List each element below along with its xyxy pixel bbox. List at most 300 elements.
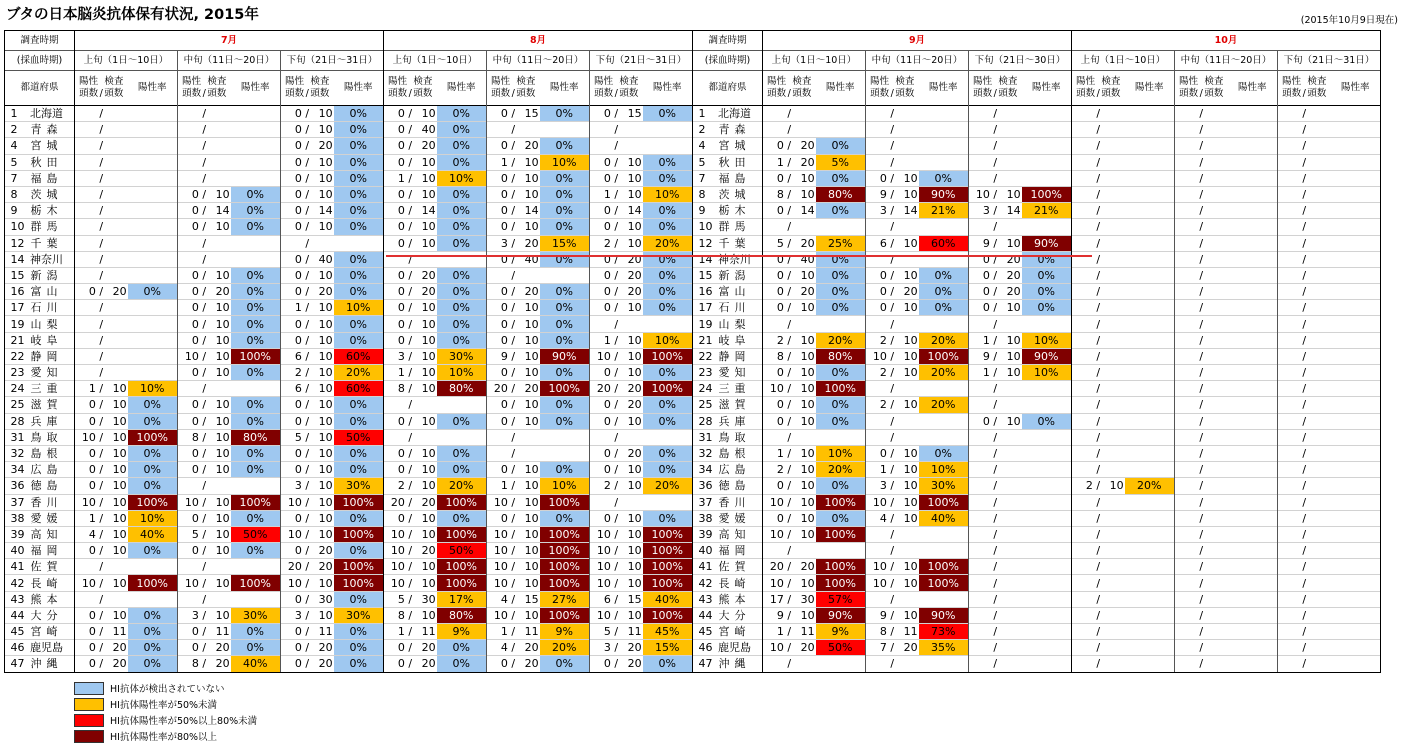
prefecture-name: 秋田 <box>718 155 751 169</box>
count-cell: 0 / 10 <box>487 397 540 413</box>
test-count: 20 <box>421 285 436 299</box>
count-cell: 10 / 10 <box>763 526 816 542</box>
test-count: 20 <box>627 285 642 299</box>
prefecture-number: 43 <box>698 592 713 606</box>
count-cell: / <box>487 429 540 445</box>
count-cell: 10 / 10 <box>590 348 643 364</box>
count-cell: 0 / 10 <box>384 316 437 332</box>
count-cell: / <box>969 494 1022 510</box>
prefecture-number: 12 <box>10 236 25 250</box>
count-cell: / <box>1278 381 1331 397</box>
rate-cell <box>643 494 693 510</box>
rate-cell <box>231 106 281 122</box>
test-count: 11 <box>318 625 333 639</box>
test-count: 10 <box>627 544 642 558</box>
count-cell: / <box>969 607 1022 623</box>
count-cell: 1 / 10 <box>590 332 643 348</box>
rate-cell <box>1022 624 1072 640</box>
count-cell: 0 / 10 <box>487 510 540 526</box>
prefecture-name: 千葉 <box>30 236 63 250</box>
pos-count: 0 <box>500 139 508 153</box>
rate-cell <box>1022 219 1072 235</box>
test-count: 10 <box>524 527 539 541</box>
pos-count: 0 <box>879 285 887 299</box>
test-count: 10 <box>627 188 642 202</box>
pos-count: 0 <box>191 625 199 639</box>
count-cell: 2 / 10 <box>866 365 919 381</box>
red-divider-line <box>386 255 1092 257</box>
rate-cell: 0% <box>334 543 384 559</box>
test-count: 15 <box>627 592 642 606</box>
rate-cell: 0% <box>540 413 590 429</box>
rate-cell <box>1228 267 1278 283</box>
prefecture-cell <box>693 267 763 283</box>
pos-count: 0 <box>397 657 405 671</box>
rate-cell <box>1331 154 1381 170</box>
test-count: 10 <box>800 608 815 622</box>
count-cell: 8 / 10 <box>384 607 437 623</box>
prefecture-name: 福岡 <box>718 544 751 558</box>
rate-cell <box>1022 462 1072 478</box>
rate-header: 陽性率 <box>1022 71 1072 106</box>
prefecture-number: 43 <box>10 592 25 606</box>
count-cell: 0 / 20 <box>487 284 540 300</box>
pos-count: 8 <box>776 188 784 202</box>
prefecture-number: 44 <box>10 608 25 622</box>
pos-count: 8 <box>191 657 199 671</box>
count-cell: / <box>1278 462 1331 478</box>
count-cell: 0 / 10 <box>75 478 128 494</box>
test-count: 10 <box>318 511 333 525</box>
prefecture-cell <box>693 251 763 267</box>
rate-cell: 100% <box>816 575 866 591</box>
rate-cell: 0% <box>231 316 281 332</box>
count-cell: / <box>763 122 816 138</box>
count-cell: 1 / 10 <box>590 186 643 202</box>
pos-count: 0 <box>603 398 611 412</box>
count-cell: 0 / 10 <box>866 267 919 283</box>
prefecture-cell <box>693 543 763 559</box>
rate-cell: 0% <box>1022 251 1072 267</box>
prefecture-name: 鳥取 <box>718 430 751 444</box>
rate-cell: 0% <box>437 186 487 202</box>
rate-cell: 100% <box>919 348 969 364</box>
count-cell: / <box>1072 203 1125 219</box>
rate-cell: 100% <box>540 543 590 559</box>
table-row <box>5 170 1381 186</box>
pos-count: 10 <box>184 495 199 509</box>
count-cell: 0 / 20 <box>281 543 334 559</box>
test-count: 10 <box>112 495 127 509</box>
count-cell: / <box>1072 348 1125 364</box>
test-count: 10 <box>318 188 333 202</box>
prefecture-number: 42 <box>10 576 25 590</box>
test-count: 20 <box>524 641 539 655</box>
pos-count: 0 <box>88 414 96 428</box>
rate-cell: 0% <box>334 656 384 672</box>
count-cell: 0 / 10 <box>590 154 643 170</box>
count-cell: 10 / 10 <box>590 607 643 623</box>
rate-cell <box>816 316 866 332</box>
prefecture-cell <box>693 106 763 122</box>
rate-cell: 0% <box>643 251 693 267</box>
test-count: 20 <box>627 382 642 396</box>
count-cell: 5 / 20 <box>763 235 816 251</box>
pos-count: 10 <box>287 527 302 541</box>
test-count: 10 <box>421 301 436 315</box>
rate-cell <box>1125 640 1175 656</box>
rate-cell <box>1022 397 1072 413</box>
count-cell: 0 / 14 <box>178 203 231 219</box>
prefecture-cell <box>5 656 75 672</box>
rate-cell <box>1125 138 1175 154</box>
count-cell: 0 / 10 <box>75 445 128 461</box>
count-cell: 0 / 10 <box>281 445 334 461</box>
pos-count: 0 <box>397 268 405 282</box>
test-count: 20 <box>318 139 333 153</box>
rate-cell: 100% <box>128 575 178 591</box>
count-cell: / <box>1175 445 1228 461</box>
rate-cell: 50% <box>334 429 384 445</box>
rate-cell: 100% <box>437 559 487 575</box>
rate-cell <box>1228 203 1278 219</box>
count-cell: / <box>866 526 919 542</box>
count-cell: 0 / 14 <box>590 203 643 219</box>
test-count: 20 <box>800 155 815 169</box>
pos-count: 1 <box>982 366 990 380</box>
test-count: 10 <box>800 576 815 590</box>
test-count: 10 <box>318 123 333 137</box>
test-count: 10 <box>318 317 333 331</box>
prefecture-cell <box>693 219 763 235</box>
test-count: 10 <box>903 447 918 461</box>
pos-count: 0 <box>982 301 990 315</box>
pos-count: 0 <box>500 333 508 347</box>
count-cell: / <box>1072 445 1125 461</box>
count-cell: / <box>178 170 231 186</box>
prefecture-cell <box>5 413 75 429</box>
count-cell: 0 / 20 <box>969 284 1022 300</box>
table-row <box>5 186 1381 202</box>
rate-cell: 10% <box>919 462 969 478</box>
pos-count-label: 陽性頭数 <box>1282 76 1302 99</box>
rate-cell: 0% <box>231 332 281 348</box>
rate-cell <box>1022 656 1072 672</box>
prefecture-name: 茨城 <box>30 188 63 202</box>
pos-count: 7 <box>879 641 887 655</box>
pos-count: 0 <box>982 252 990 266</box>
prefecture-cell <box>693 122 763 138</box>
test-count: 20 <box>318 657 333 671</box>
rate-cell <box>1228 332 1278 348</box>
prefecture-cell <box>5 122 75 138</box>
count-cell: 0 / 20 <box>281 640 334 656</box>
test-count: 10 <box>627 527 642 541</box>
test-count: 10 <box>627 576 642 590</box>
rate-cell: 20% <box>919 332 969 348</box>
pos-count-label: 陽性頭数 <box>491 76 511 99</box>
rate-cell <box>1125 607 1175 623</box>
count-cell: / <box>1278 348 1331 364</box>
header-survey: 調査時期 <box>693 31 763 51</box>
as-of-date: (2015年10月9日現在) <box>1300 15 1398 26</box>
table-row <box>5 365 1381 381</box>
count-cell: / <box>969 559 1022 575</box>
count-cell: 0 / 20 <box>75 656 128 672</box>
count-cell: / <box>1175 138 1228 154</box>
test-count-label: 検査頭数 <box>516 76 536 99</box>
count-cell: / <box>969 316 1022 332</box>
count-cell: / <box>763 543 816 559</box>
count-cell: 1 / 10 <box>487 478 540 494</box>
rate-cell: 17% <box>437 591 487 607</box>
pos-count: 0 <box>191 268 199 282</box>
rate-cell <box>231 559 281 575</box>
rate-cell: 0% <box>128 284 178 300</box>
test-count: 10 <box>800 463 815 477</box>
test-count: 10 <box>215 544 230 558</box>
rate-cell: 0% <box>540 332 590 348</box>
test-count: 20 <box>903 285 918 299</box>
pos-count: 0 <box>88 608 96 622</box>
count-cell: / <box>1278 186 1331 202</box>
rate-cell: 0% <box>643 413 693 429</box>
rate-cell: 0% <box>643 106 693 122</box>
test-count: 20 <box>800 641 815 655</box>
rate-cell <box>128 154 178 170</box>
test-count: 10 <box>421 576 436 590</box>
prefecture-name: 大分 <box>718 608 751 622</box>
test-count: 10 <box>524 171 539 185</box>
test-count: 10 <box>627 608 642 622</box>
test-count: 10 <box>318 349 333 363</box>
rate-cell: 100% <box>540 575 590 591</box>
prefecture-number: 24 <box>698 382 713 396</box>
rate-cell: 0% <box>919 300 969 316</box>
test-count: 11 <box>421 625 436 639</box>
rate-cell: 0% <box>334 154 384 170</box>
rate-cell: 0% <box>816 413 866 429</box>
count-cell: / <box>75 591 128 607</box>
prefecture-name: 栃木 <box>718 204 751 218</box>
rate-cell: 0% <box>1022 300 1072 316</box>
count-cell: 10 / 10 <box>487 526 540 542</box>
rate-cell <box>1331 348 1381 364</box>
pos-count-label: 陽性頭数 <box>1179 76 1199 99</box>
rate-cell <box>1125 559 1175 575</box>
rate-cell <box>1331 235 1381 251</box>
pos-count: 10 <box>493 560 508 574</box>
pos-count: 6 <box>603 592 611 606</box>
test-count: 10 <box>524 608 539 622</box>
count-cell: / <box>1278 170 1331 186</box>
pos-count: 4 <box>500 592 508 606</box>
count-cell: / <box>1175 640 1228 656</box>
count-cell: 0 / 10 <box>281 267 334 283</box>
test-count-label: 検査頭数 <box>792 76 812 99</box>
test-count: 10 <box>903 560 918 574</box>
period-label: 上旬（1日～10日） <box>75 51 178 71</box>
pos-count: 0 <box>397 317 405 331</box>
prefecture-number: 9 <box>698 204 706 218</box>
rate-cell: 20% <box>919 397 969 413</box>
prefecture-number: 1 <box>698 107 706 121</box>
rate-cell: 10% <box>1022 332 1072 348</box>
rate-cell: 0% <box>437 122 487 138</box>
pos-count: 0 <box>776 301 784 315</box>
count-cell: / <box>1072 284 1125 300</box>
count-cell: / <box>1072 543 1125 559</box>
rate-cell: 0% <box>816 284 866 300</box>
pos-count: 0 <box>397 204 405 218</box>
count-cell: / <box>178 106 231 122</box>
count-cell: 0 / 10 <box>384 154 437 170</box>
rate-cell <box>1125 445 1175 461</box>
pos-count: 0 <box>294 268 302 282</box>
rate-cell: 0% <box>437 106 487 122</box>
count-cell: 0 / 10 <box>384 106 437 122</box>
rate-cell: 0% <box>334 316 384 332</box>
test-count: 20 <box>1006 285 1021 299</box>
count-cell: 1 / 10 <box>969 365 1022 381</box>
test-count: 10 <box>800 479 815 493</box>
count-cell: 0 / 10 <box>384 186 437 202</box>
count-cell: 0 / 10 <box>866 170 919 186</box>
count-cell: 0 / 10 <box>487 186 540 202</box>
prefecture-number: 31 <box>698 430 713 444</box>
rate-cell: 0% <box>437 219 487 235</box>
rate-cell: 0% <box>540 170 590 186</box>
prefecture-number: 1 <box>10 107 18 121</box>
count-cell: 0 / 10 <box>590 462 643 478</box>
count-cell: 0 / 10 <box>763 300 816 316</box>
test-count: 10 <box>524 479 539 493</box>
rate-cell <box>1228 219 1278 235</box>
pos-count-label: 陽性頭数 <box>388 76 408 99</box>
test-count: 11 <box>524 625 539 639</box>
test-count: 10 <box>318 301 333 315</box>
pos-count: 0 <box>776 252 784 266</box>
pos-count: 10 <box>493 576 508 590</box>
test-count: 20 <box>627 398 642 412</box>
prefecture-number: 32 <box>10 447 25 461</box>
rate-cell: 100% <box>919 575 969 591</box>
pos-count: 0 <box>88 463 96 477</box>
test-count: 10 <box>524 495 539 509</box>
count-cell: 0 / 10 <box>384 445 437 461</box>
count-cell: 0 / 10 <box>487 300 540 316</box>
rate-cell: 0% <box>128 656 178 672</box>
table-row <box>5 106 1381 122</box>
rate-cell: 20% <box>816 462 866 478</box>
rate-cell: 20% <box>816 332 866 348</box>
rate-cell: 25% <box>816 235 866 251</box>
count-cell: 0 / 10 <box>590 219 643 235</box>
rate-cell: 0% <box>437 138 487 154</box>
count-cell: / <box>178 591 231 607</box>
count-cell: 10 / 10 <box>487 543 540 559</box>
table-row <box>5 445 1381 461</box>
rate-cell: 0% <box>231 219 281 235</box>
count-cell: 9 / 10 <box>763 607 816 623</box>
prefecture-name: 千葉 <box>718 236 751 250</box>
rate-cell: 100% <box>816 494 866 510</box>
test-count: 10 <box>627 155 642 169</box>
rate-cell: 0% <box>816 510 866 526</box>
rate-cell: 100% <box>816 526 866 542</box>
rate-cell <box>1125 203 1175 219</box>
prefecture-number: 4 <box>698 139 706 153</box>
prefecture-number: 28 <box>10 414 25 428</box>
pos-count: 0 <box>603 204 611 218</box>
count-header: 陽性頭数 /検査頭数 <box>866 71 919 106</box>
rate-cell: 100% <box>919 559 969 575</box>
count-cell: / <box>1072 559 1125 575</box>
test-count: 10 <box>627 333 642 347</box>
pos-count: 0 <box>294 220 302 234</box>
rate-cell <box>1228 494 1278 510</box>
pos-count: 5 <box>603 625 611 639</box>
pos-count: 0 <box>397 188 405 202</box>
prefecture-number: 22 <box>10 349 25 363</box>
rate-cell: 9% <box>540 624 590 640</box>
pos-count: 0 <box>294 592 302 606</box>
count-cell: 0 / 10 <box>763 170 816 186</box>
rate-cell: 57% <box>816 591 866 607</box>
prefecture-name: 青森 <box>30 123 63 137</box>
rate-cell <box>1228 284 1278 300</box>
rate-cell: 100% <box>1022 186 1072 202</box>
pos-count: 9 <box>982 236 990 250</box>
prefecture-cell <box>693 640 763 656</box>
count-cell: / <box>590 122 643 138</box>
rate-cell <box>1331 526 1381 542</box>
count-cell: 0 / 10 <box>590 413 643 429</box>
rate-cell: 90% <box>540 348 590 364</box>
rate-cell: 0% <box>231 413 281 429</box>
count-cell: 1 / 10 <box>969 332 1022 348</box>
count-cell: 1 / 11 <box>384 624 437 640</box>
prefecture-number: 21 <box>10 333 25 347</box>
pos-count: 3 <box>982 204 990 218</box>
count-cell: 0 / 10 <box>178 316 231 332</box>
pos-count: 8 <box>776 349 784 363</box>
prefecture-number: 22 <box>698 349 713 363</box>
test-count: 10 <box>112 479 127 493</box>
table-row <box>5 656 1381 672</box>
count-cell: / <box>969 429 1022 445</box>
count-cell: 3 / 14 <box>969 203 1022 219</box>
prefecture-cell <box>5 332 75 348</box>
count-header: 陽性頭数 /検査頭数 <box>281 71 334 106</box>
count-cell: 10 / 10 <box>969 186 1022 202</box>
count-cell: / <box>969 526 1022 542</box>
test-count: 15 <box>524 107 539 121</box>
rate-cell <box>919 429 969 445</box>
rate-cell: 100% <box>643 575 693 591</box>
month-label: 8月 <box>384 31 693 51</box>
count-cell: 0 / 10 <box>763 365 816 381</box>
rate-cell <box>1228 575 1278 591</box>
rate-cell <box>231 138 281 154</box>
count-cell: 9 / 10 <box>866 186 919 202</box>
prefecture-name: 宮崎 <box>30 625 63 639</box>
rate-cell: 0% <box>540 138 590 154</box>
prefecture-name: 岐阜 <box>718 333 751 347</box>
prefecture-number: 15 <box>698 268 713 282</box>
test-count: 10 <box>318 382 333 396</box>
pos-count: 0 <box>191 333 199 347</box>
